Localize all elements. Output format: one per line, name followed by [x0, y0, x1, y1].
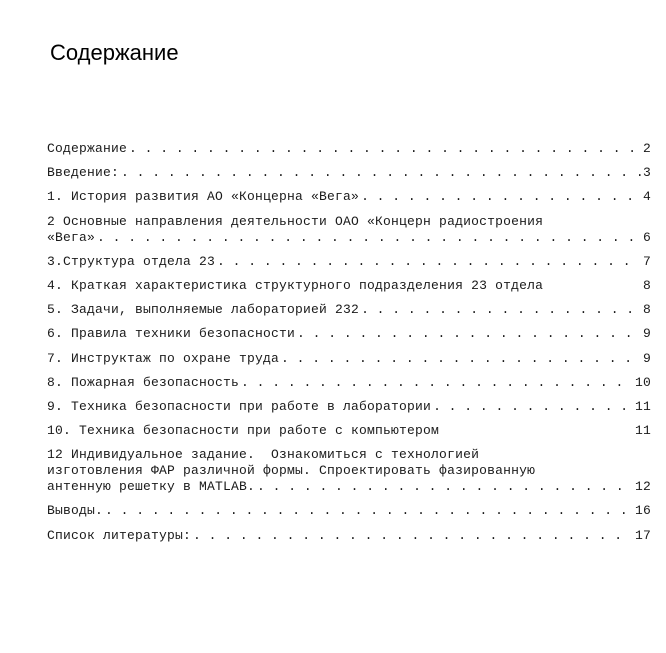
toc-entry-page: 12 — [634, 479, 651, 495]
toc-entry-title-line: изготовления ФАР различной формы. Спроектировать фазированную — [47, 463, 536, 479]
toc-leader-dots — [433, 399, 633, 415]
toc-entry-title: 8. Пожарная безопасность — [47, 374, 240, 390]
toc-entry-title: 5. Задачи, выполняемые лабораторией 232 — [47, 302, 360, 318]
toc-entry[interactable] — [47, 351, 651, 367]
toc-entry[interactable] — [47, 423, 651, 439]
table-of-contents — [47, 141, 651, 552]
toc-entry-page: 11 — [634, 398, 651, 414]
toc-entry[interactable] — [47, 503, 651, 519]
toc-entry-title-line: 12 Индивидуальное задание. Ознакомиться с технологией — [47, 447, 480, 463]
toc-entry[interactable] — [47, 189, 651, 205]
toc-entry-page: 8 — [642, 277, 651, 293]
toc-entry-title: Содержание — [47, 141, 128, 156]
toc-entry-page: 6 — [642, 229, 651, 245]
toc-leader-dots — [193, 528, 633, 544]
toc-leader-dots — [281, 351, 641, 367]
toc-entry[interactable] — [47, 141, 651, 157]
toc-entry-page: 9 — [642, 350, 651, 366]
toc-entry-page: 4 — [642, 189, 651, 205]
toc-entry-title: Введение: — [47, 165, 120, 181]
toc-leader-dots — [257, 479, 633, 495]
toc-entry-title: «Вега» — [47, 229, 96, 245]
toc-entry[interactable] — [47, 326, 651, 342]
toc-leader-dots — [361, 302, 641, 318]
toc-leader-dots — [297, 326, 641, 342]
toc-entry[interactable] — [47, 528, 651, 544]
toc-leader-dots — [129, 141, 641, 157]
toc-entry-page: 10 — [634, 374, 651, 390]
toc-entry[interactable] — [47, 214, 651, 246]
toc-entry-title: 1. История развития АО «Концерна «Вега» — [47, 189, 360, 205]
toc-leader-dots — [105, 503, 633, 519]
toc-entry-title: 10. Техника безопасности при работе с компьютером — [47, 423, 440, 439]
toc-entry-title: Список литературы: — [47, 527, 192, 543]
toc-entry-page: 7 — [642, 253, 651, 269]
toc-entry-title: антенную решетку в MATLAB. — [47, 479, 256, 495]
toc-entry-page: 11 — [634, 423, 651, 439]
page-title: Содержание — [50, 40, 179, 65]
toc-entry[interactable] — [47, 165, 651, 181]
toc-entry-title: Выводы. — [47, 503, 104, 519]
toc-entry-title: 4. Краткая характеристика структурного подразделения 23 отдела — [47, 277, 544, 293]
toc-entry[interactable] — [47, 302, 651, 318]
toc-entry[interactable] — [47, 447, 651, 495]
toc-entry-title: 9. Техника безопасности при работе в лаборатории — [47, 398, 432, 414]
toc-entry-page: 16 — [634, 503, 651, 519]
toc-entry[interactable] — [47, 254, 651, 270]
toc-entry[interactable] — [47, 278, 651, 294]
toc-entry-page: 3 — [642, 165, 651, 181]
toc-entry[interactable] — [47, 375, 651, 391]
toc-entry-title: 3.Структура отдела 23 — [47, 253, 216, 269]
toc-leader-dots — [241, 375, 633, 391]
toc-entry-title: 6. Правила техники безопасности — [47, 326, 296, 342]
toc-entry-page: 2 — [642, 141, 651, 156]
toc-leader-dots — [217, 254, 641, 270]
toc-leader-dots — [361, 189, 641, 205]
toc-entry-page: 9 — [642, 326, 651, 342]
toc-entry-page: 17 — [634, 527, 651, 543]
toc-leader-dots — [121, 165, 641, 181]
toc-entry-page: 8 — [642, 302, 651, 318]
toc-entry-title: 7. Инструктаж по охране труда — [47, 350, 280, 366]
toc-entry-title-line: 2 Основные направления деятельности ОАО «Концерн радиостроения — [47, 213, 544, 229]
toc-entry[interactable] — [47, 399, 651, 415]
toc-leader-dots — [97, 230, 641, 246]
